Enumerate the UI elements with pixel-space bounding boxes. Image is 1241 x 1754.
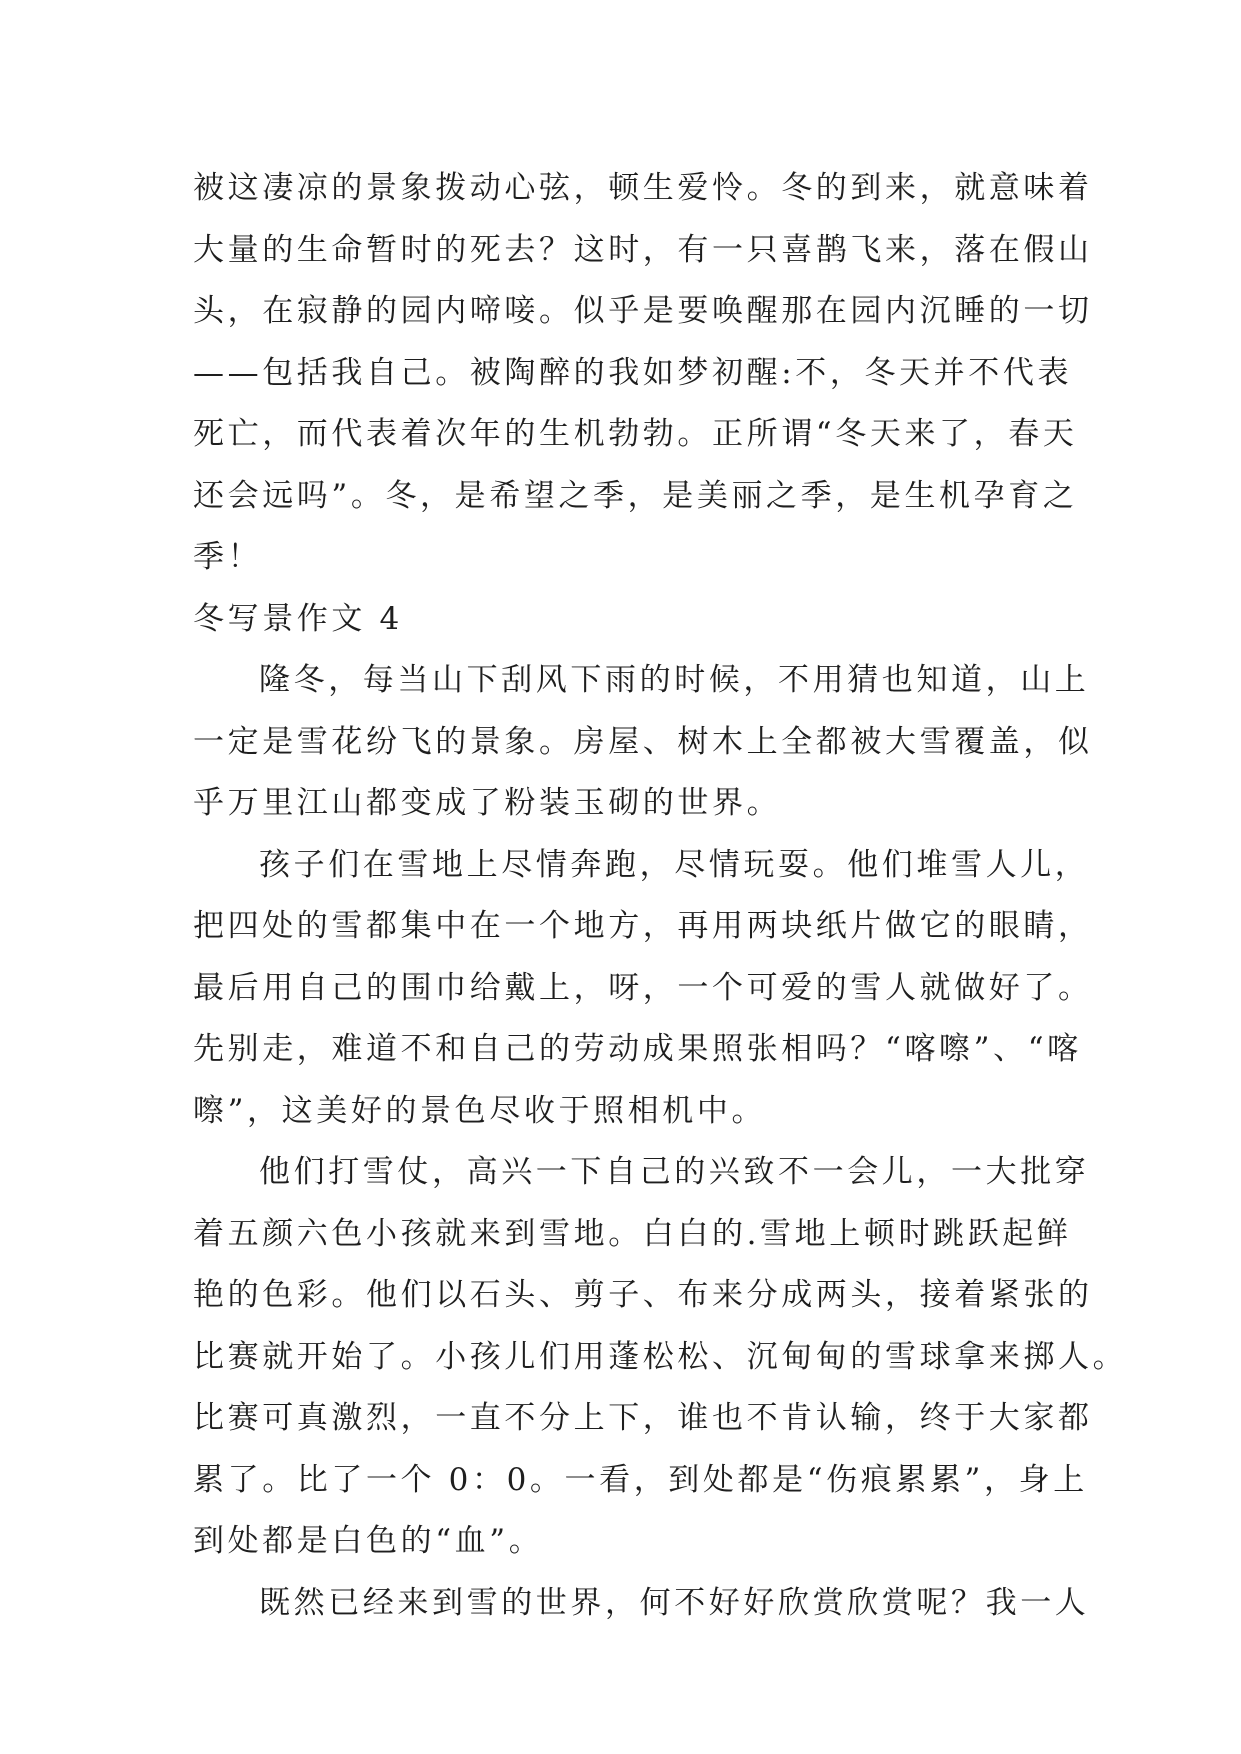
text-line: 既然已经来到雪的世界，何不好好欣赏欣赏呢？我一人 xyxy=(259,1584,1090,1621)
text-line: 把四处的雪都集中在一个地方，再用两块纸片做它的眼睛， xyxy=(193,908,1093,944)
document-body xyxy=(193,158,1128,1634)
text-line: 累了。比了一个 0：0。一看，到处都是“伤痕累累”，身上 xyxy=(193,1461,1088,1498)
paragraph-4 xyxy=(193,1142,1128,1573)
text-line: 乎万里江山都变成了粉装玉砌的世界。 xyxy=(193,785,782,821)
text-line: 还会远吗”。冬，是希望之季，是美丽之季，是生机孕育之 xyxy=(193,477,1078,514)
text-line: 死亡，而代表着次年的生机勃勃。正所谓“冬天来了，春天 xyxy=(193,416,1078,452)
paragraph-2 xyxy=(193,650,1093,835)
paragraph-1 xyxy=(193,158,1093,589)
text-line: 最后用自己的围巾给戴上，呀，一个可爱的雪人就做好了。 xyxy=(193,969,1093,1006)
text-line: 到处都是白色的“血”。 xyxy=(193,1523,544,1559)
text-line: 比赛可真激烈，一直不分上下，谁也不肯认输，终于大家都 xyxy=(193,1400,1093,1436)
text-line: 孩子们在雪地上尽情奔跑，尽情玩耍。他们堆雪人儿， xyxy=(259,846,1090,883)
heading-text: 冬写景作文 4 xyxy=(193,600,403,637)
text-line: 头，在寂静的园内啼唼。似乎是要唤醒那在园内沉睡的一切 xyxy=(193,293,1093,329)
text-line: 比赛就开始了。小孩儿们用蓬松松、沉甸甸的雪球拿来掷人。 xyxy=(193,1338,1128,1375)
text-line: 隆冬，每当山下刮风下雨的时候，不用猜也知道，山上 xyxy=(259,662,1090,698)
text-line: 大量的生命暂时的死去？这时，有一只喜鹊飞来，落在假山 xyxy=(193,231,1093,268)
paragraph-3 xyxy=(193,835,1093,1143)
text-line: 嚓”，这美好的景色尽收于照相机中。 xyxy=(193,1092,767,1129)
text-line: 季！ xyxy=(193,539,263,575)
text-line: 他们打雪仗，高兴一下自己的兴致不一会儿，一大批穿 xyxy=(259,1154,1090,1190)
paragraph-5 xyxy=(193,1573,1090,1635)
text-line: 着五颜六色小孩就来到雪地。白白的.雪地上顿时跳跃起鲜 xyxy=(193,1215,1072,1252)
text-line: ——包括我自己。被陶醉的我如梦初醒:不，冬天并不代表 xyxy=(193,354,1073,391)
text-line: 一定是雪花纷飞的景象。房屋、树木上全都被大雪覆盖，似 xyxy=(193,723,1093,760)
text-line: 先别走，难道不和自己的劳动成果照张相吗？“喀嚓”、“喀 xyxy=(193,1031,1082,1067)
section-heading xyxy=(193,589,1063,651)
text-line: 艳的色彩。他们以石头、剪子、布来分成两头，接着紧张的 xyxy=(193,1277,1093,1313)
text-line: 被这凄凉的景象拨动心弦，顿生爱怜。冬的到来，就意味着 xyxy=(193,170,1093,206)
